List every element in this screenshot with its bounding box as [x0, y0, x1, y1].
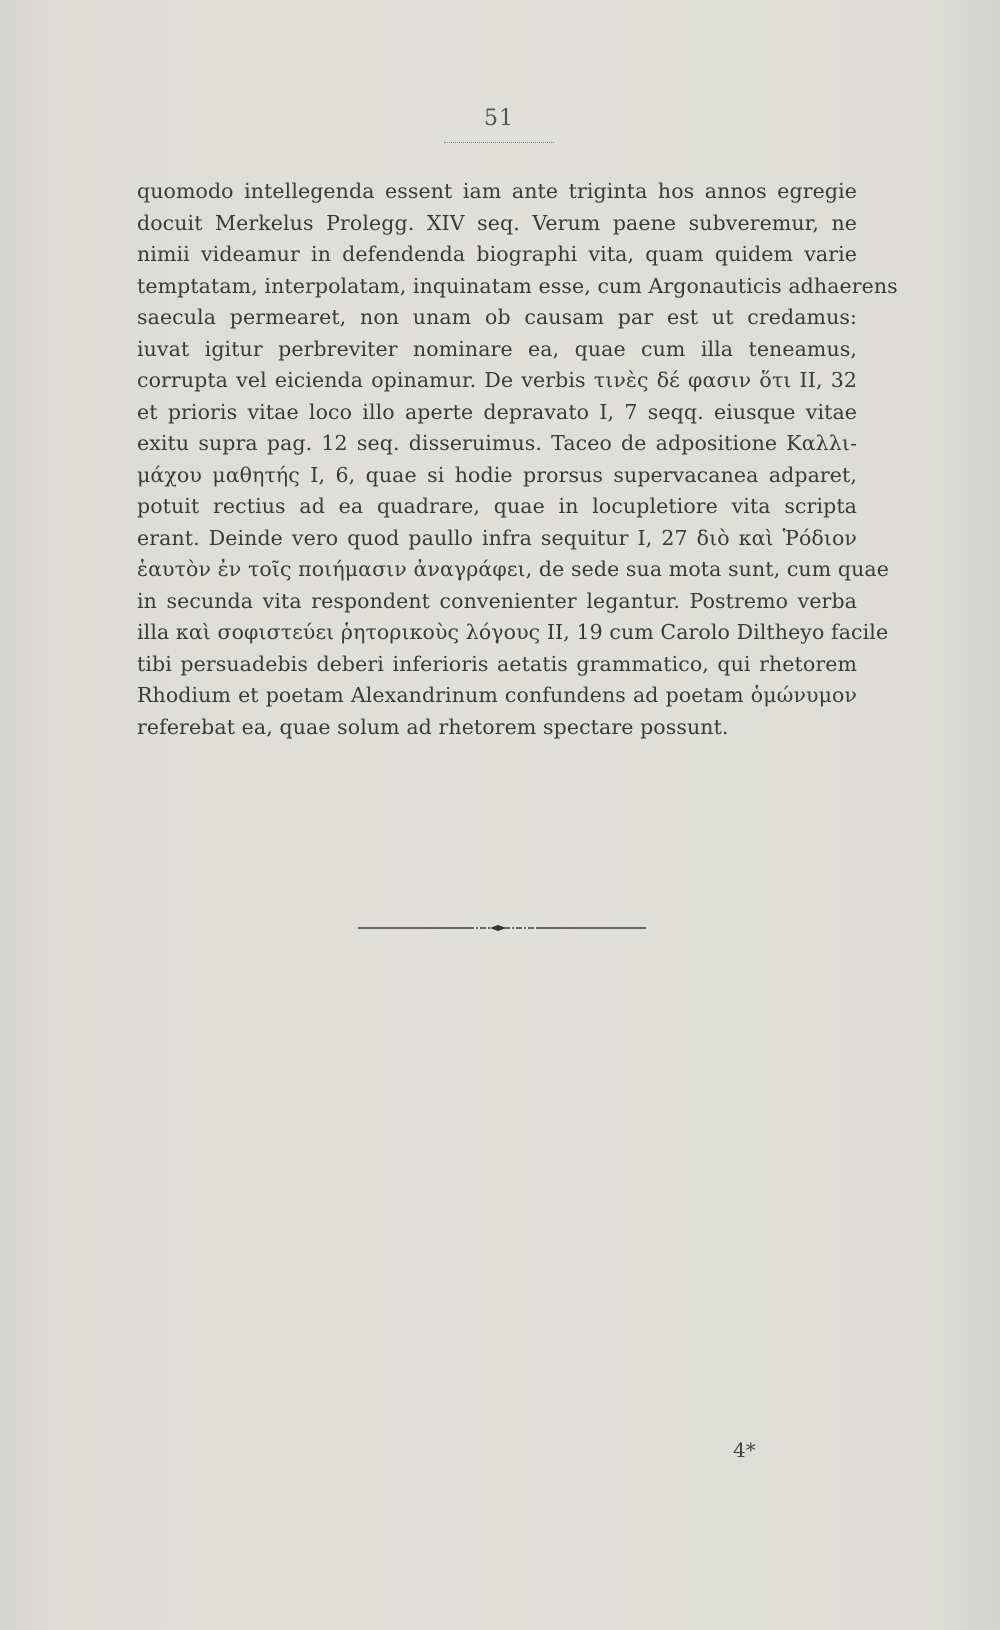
text-line: in secunda vita respondent convenienter legantur. Postremo verba	[137, 588, 857, 613]
text-line: temptatam, interpolatam, inquinatam esse, cum Argonauticis adhaerens	[137, 273, 898, 298]
text-line: saecula permearet, non unam ob causam par est ut credamus:	[137, 305, 857, 329]
header-rule	[444, 142, 554, 143]
page-number: 51	[484, 106, 514, 131]
text-line: nimii videamur in defendenda biographi vita, quam quidem varie	[137, 242, 857, 266]
text-line: ἑαυτὸν ἐν τοῖς ποιήμασιν ἀναγράφει, de sede sua mota sunt, cum quae	[137, 557, 889, 581]
text-line: illa καὶ σοφιστεύει ῥητορικοὺς λόγους II, 19 cum Carolo Diltheyo facile	[137, 620, 889, 644]
text-line: erant. Deinde vero quod paullo infra sequitur I, 27 διὸ καὶ Ῥόδιον	[137, 525, 857, 550]
text-line: potuit rectius ad ea quadrare, quae in locupletiore vita scripta	[137, 494, 857, 518]
ornamental-rule	[358, 922, 646, 934]
text-line: tibi persuadebis deberi inferioris aetatis grammatico, qui rhetorem	[137, 651, 857, 676]
text-line: Rhodium et poetam Alexandrinum confundens ad poetam ὁμώνυμον	[137, 683, 857, 707]
text-line: et prioris vitae loco illo aperte depravato I, 7 seqq. eiusque vitae	[137, 399, 857, 424]
text-line: corrupta vel eicienda opinamur. De verbis τινὲς δέ φασιν ὅτι II, 32	[137, 368, 857, 392]
signature-mark: 4*	[733, 1438, 756, 1462]
text-line: docuit Merkelus Prolegg. XIV seq. Verum paene subveremur, ne	[137, 210, 857, 235]
text-line: exitu supra pag. 12 seq. disseruimus. Taceo de adpositione Καλλι-	[137, 431, 857, 455]
text-line: μάχου μαθητής I, 6, quae si hodie prorsus supervacanea adparet,	[137, 462, 857, 487]
text-line: referebat ea, quae solum ad rhetorem spectare possunt.	[137, 714, 729, 739]
body-text	[137, 176, 898, 743]
text-line: iuvat igitur perbreviter nominare ea, quae cum illa teneamus,	[137, 336, 857, 361]
text-line: quomodo intellegenda essent iam ante triginta hos annos egregie	[137, 179, 857, 203]
